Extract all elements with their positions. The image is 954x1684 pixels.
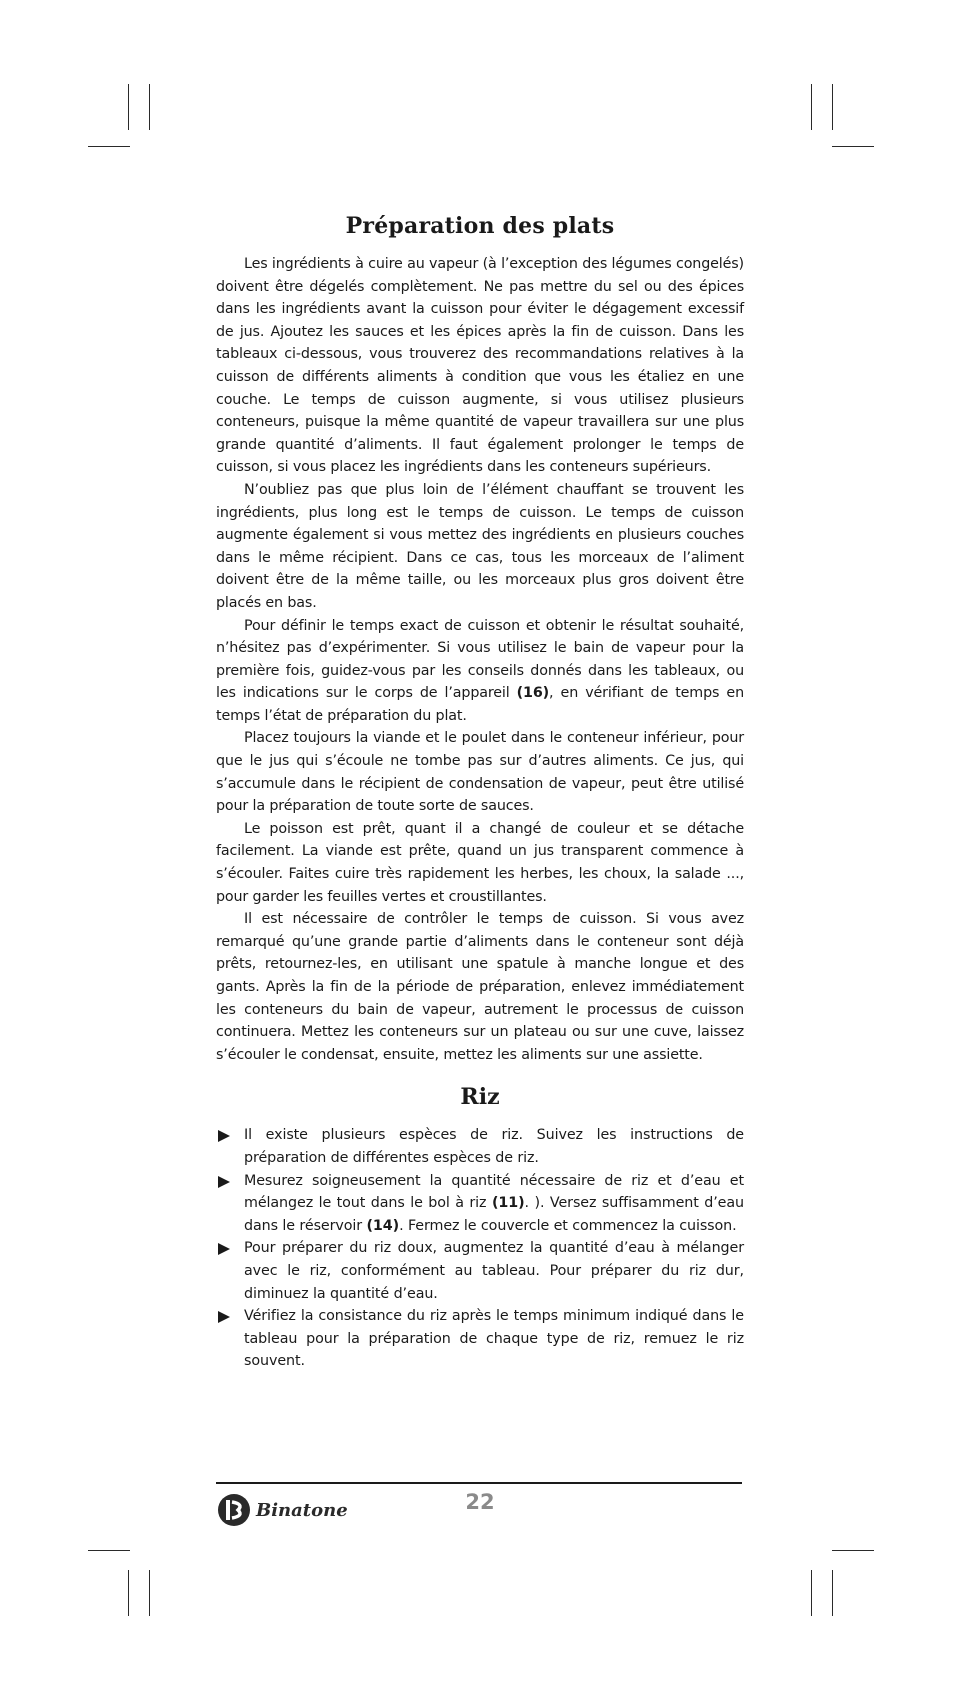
paragraph — [216, 727, 744, 817]
crop-mark — [88, 1550, 130, 1551]
bullet-item — [216, 1305, 744, 1373]
paragraph — [216, 818, 744, 908]
reference-number: (16) — [516, 685, 550, 702]
text-run: . ). Versez suffisamment d’eau dans le réservoir — [244, 1195, 744, 1234]
reference-number: (11) — [491, 1195, 525, 1212]
paragraph — [216, 615, 744, 728]
section-title-rice: Riz — [460, 1084, 500, 1111]
page-number: 22 — [465, 1490, 495, 1514]
brand-mark-icon — [216, 1492, 252, 1528]
crop-mark — [832, 1570, 833, 1616]
bullet-list — [216, 1124, 744, 1373]
paragraph — [216, 908, 744, 1066]
crop-mark — [811, 84, 812, 130]
brand-logo — [216, 1492, 366, 1530]
brand-name: Binatone — [256, 1500, 348, 1521]
paragraph — [216, 479, 744, 615]
text-run: Pour préparer du riz doux, augmentez la quantité d’eau à mélanger avec le riz, conformément au tableau. Pour préparer du riz dur, diminuez la quantité d’eau. — [244, 1240, 744, 1302]
crop-mark — [149, 1570, 150, 1616]
text-run: Vérifiez la consistance du riz après le temps minimum indiqué dans le tableau pour la préparation de chaque type de riz, remuez le riz souvent. — [244, 1308, 744, 1370]
crop-mark — [128, 84, 129, 130]
crop-mark — [832, 1550, 874, 1551]
text-run: N’oubliez pas que plus loin de l’élément chauffant se trouvent les ingrédients, plus long est le temps de cuisson. Le temps de cuisson augmente également si vous mettez des ingrédients en plusieurs couches dans le même récipient. Dans ce cas, tous les morceaux de l’aliment doivent être de la même taille, ou les morceaux plus gros doivent être placés en bas. — [216, 481, 744, 611]
text-run: Les ingrédients à cuire au vapeur (à l’exception des légumes congelés) doivent être dégelés complètement. Ne pas mettre du sel ou des épices dans les ingrédients avant la cuisson pour éviter le dégagement excessif de jus. Ajoutez les sauces et les épices après la fin de cuisson. Dans les tableaux ci-dessous, vous trouverez des recommandations relatives à la cuisson de différents aliments à condition que vous les étaliez en une couche. Le temps de cuisson augmente, si vous utilisez plusieurs conteneurs, puisque la même quantité de vapeur travaillera sur une plus grande quantité d’aliments. Il faut également prolonger le temps de cuisson, si vous placez les ingrédients dans les conteneurs supérieurs. — [216, 256, 744, 476]
text-run: Pour définir le temps exact de cuisson et obtenir le résultat souhaité, n’hésitez pas d’expérimenter. Si vous utilisez le bain de vapeur pour la première fois, guidez-vous par les conseils donnés dans les tableaux, ou les indications sur le corps de l’appareil — [216, 617, 744, 702]
bullet-triangle-icon — [218, 1130, 230, 1142]
crop-mark — [811, 1570, 812, 1616]
text-run: Placez toujours la viande et le poulet dans le conteneur inférieur, pour que le jus qui s’écoule ne tombe pas sur d’autres aliments. Ce jus, qui s’accumule dans le récipient de condensation de vapeur, peut être utilisé pour la préparation de toute sorte de sauces. — [216, 730, 744, 815]
bullet-triangle-icon — [218, 1311, 230, 1323]
paragraph — [216, 253, 744, 479]
crop-mark — [149, 84, 150, 130]
crop-mark — [832, 84, 833, 130]
text-run: Le poisson est prêt, quant il a changé de couleur et se détache facilement. La viande est prête, quand un jus transparent commence à s’écouler. Faites cuire très rapidement les herbes, les choux, la salade ..., pour garder les feuilles vertes et croustillantes. — [216, 820, 744, 905]
reference-number: (14) — [366, 1217, 400, 1234]
bullet-item — [216, 1124, 744, 1169]
footer-rule — [216, 1482, 742, 1484]
bullet-triangle-icon — [218, 1176, 230, 1188]
text-run: Il existe plusieurs espèces de riz. Suivez les instructions de préparation de différentes espèces de riz. — [244, 1127, 744, 1166]
bullet-item — [216, 1237, 744, 1305]
page-content — [216, 205, 744, 1373]
crop-mark — [832, 146, 874, 147]
text-run: , en vérifiant de temps en temps l’état de préparation du plat. — [216, 685, 744, 724]
section-title: Préparation des plats — [345, 213, 615, 239]
bullet-item — [216, 1170, 744, 1238]
crop-mark — [128, 1570, 129, 1616]
text-run: Il est nécessaire de contrôler le temps de cuisson. Si vous avez remarqué qu’une grande partie d’aliments dans le conteneur sont déjà prêts, retournez-les, en utilisant une spatule à manche longue et des gants. Après la fin de la période de préparation, enlevez immédiatement les conteneurs du bain de vapeur, autrement le processus de cuisson continuera. Mettez les conteneurs sur un plateau ou sur une cuve, laissez s’écouler le condensat, ensuite, mettez les aliments sur une assiette. — [216, 911, 744, 1063]
text-run: . Fermez le couvercle et commencez la cuisson. — [399, 1217, 737, 1234]
bullet-triangle-icon — [218, 1243, 230, 1255]
text-run: Mesurez soigneusement la quantité nécessaire de riz et d’eau et mélangez le tout dans le bol à riz — [244, 1172, 744, 1212]
paragraph-list — [216, 253, 744, 1066]
crop-mark — [88, 146, 130, 147]
